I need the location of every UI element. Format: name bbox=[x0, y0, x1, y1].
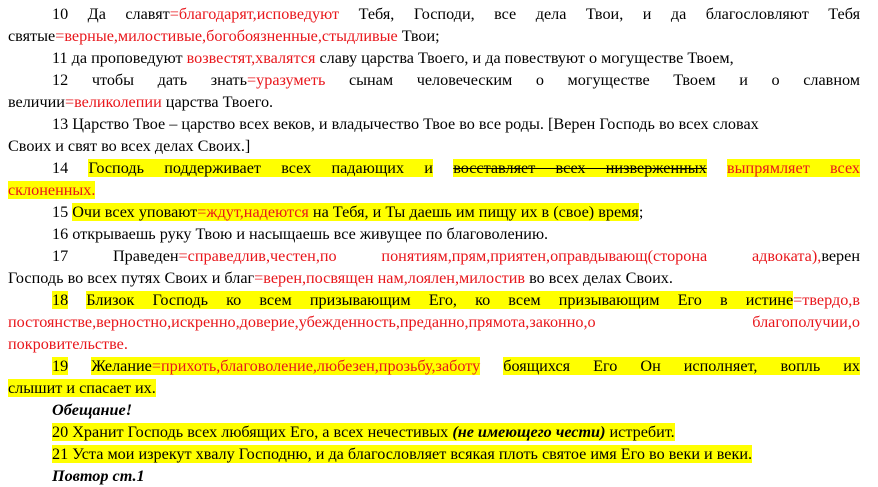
verse-text: Господь во всех путях Своих и благ bbox=[8, 269, 255, 287]
verse-number: 16 bbox=[52, 225, 69, 243]
strikethrough-text: восставляет всех низверженных bbox=[453, 159, 707, 177]
red-annotation: =благодарят,исповедуют bbox=[169, 5, 340, 23]
highlighted-text: боящихся Его Он исполняет, вопль их bbox=[503, 357, 860, 375]
verse-text: Праведен bbox=[112, 247, 179, 265]
verse-text: истребит. bbox=[609, 423, 675, 441]
verse-18-line-2 bbox=[8, 311, 860, 333]
verse-text: чтобы дать знать bbox=[91, 71, 247, 89]
verse-17-line-2 bbox=[8, 267, 860, 289]
verse-text: царства Твоего. bbox=[165, 93, 274, 111]
promise-heading bbox=[52, 399, 860, 421]
verse-text: ; bbox=[638, 203, 644, 221]
red-annotation: =верен,посвящен нам,лоялен,милостив bbox=[254, 269, 526, 287]
verse-number: 19 bbox=[52, 357, 69, 375]
verse-text: величии bbox=[8, 93, 65, 111]
red-annotation: =верные,милостивые,богобоязненные,стыдливые bbox=[55, 27, 398, 45]
repeat-note bbox=[52, 465, 860, 487]
verse-16-line-1 bbox=[52, 223, 860, 245]
repeat-label: Повтор ст.1 bbox=[52, 467, 145, 485]
verse-14-line-1 bbox=[52, 157, 860, 179]
verse-text: да проповедуют bbox=[71, 49, 183, 67]
red-annotation: склоненных. bbox=[8, 181, 96, 199]
verse-number: 20 bbox=[52, 423, 69, 441]
highlighted-text: Господь поддерживает всех падающих и bbox=[88, 159, 433, 177]
verse-18-line-1 bbox=[52, 289, 860, 311]
verse-number: 11 bbox=[52, 49, 68, 67]
highlighted-text bbox=[91, 357, 480, 375]
verse-10-line-1 bbox=[52, 3, 860, 25]
verse-text: Уста мои изрекут хвалу Господню, и да благословляет всякая плоть святое имя Его во веки и веки. bbox=[72, 445, 753, 463]
red-annotation: =прихоть,благоволение,любезен,прозьбу,заботу bbox=[151, 357, 481, 375]
highlighted-text: слышит и спасает их. bbox=[8, 379, 156, 397]
verse-number: 18 bbox=[52, 291, 69, 309]
verse-10-line-2 bbox=[8, 25, 860, 47]
bold-italic-note: (не имеющего чести) bbox=[452, 423, 606, 441]
verse-text: Царство Твое – царство всех веков, и владычество Твое во все роды. [Верен Господь во всех словах bbox=[72, 115, 759, 133]
verse-20-line-1 bbox=[52, 421, 860, 443]
verse-text: верен bbox=[821, 247, 860, 265]
red-annotation: =уразуметь bbox=[247, 71, 326, 89]
verse-text: святые bbox=[8, 27, 56, 45]
red-annotation: =справедлив,честен,по понятиям,прям,приятен,оправдывающ(сторона адвоката), bbox=[178, 247, 822, 265]
verse-number: 21 bbox=[52, 445, 69, 463]
red-annotation: постоянстве,верностно,искренно,доверие,убежденность,преданно,прямота,законно,о благополучии,о bbox=[8, 313, 860, 331]
verse-number: 12 bbox=[52, 71, 69, 89]
highlighted-text bbox=[72, 203, 639, 221]
red-annotation: =великолепии bbox=[64, 93, 162, 111]
verse-15-line-1 bbox=[52, 201, 860, 223]
promise-label: Обещание! bbox=[52, 401, 133, 419]
verse-13-line-1 bbox=[52, 113, 860, 135]
verse-17-line-1 bbox=[52, 245, 860, 267]
verse-text: Твои; bbox=[401, 27, 440, 45]
verse-text: Желание bbox=[91, 357, 152, 375]
verse-number: 17 bbox=[52, 247, 69, 265]
verse-12-line-1 bbox=[52, 69, 860, 91]
highlighted-text bbox=[52, 445, 752, 463]
red-annotation: покровительстве. bbox=[8, 335, 128, 353]
verse-number: 14 bbox=[52, 159, 69, 177]
verse-text: сынам человеческим о могуществе Твоем и о славном bbox=[348, 71, 861, 89]
verse-13-line-2 bbox=[8, 135, 860, 157]
red-annotation: выпрямляет всех bbox=[727, 159, 861, 177]
red-annotation: =ждут,надеются bbox=[197, 203, 309, 221]
verse-text: Тебя, Господи, все дела Твои, и да благословляют Тебя bbox=[358, 5, 861, 23]
verse-number: 10 bbox=[52, 5, 69, 23]
verse-11-line-1 bbox=[52, 47, 860, 69]
highlighted-text: Близок Господь ко всем призывающим Его, ко всем призывающим Его в истине bbox=[86, 291, 794, 309]
red-annotation: =твердо,в bbox=[793, 291, 860, 309]
verse-19-line-1 bbox=[52, 355, 860, 377]
verse-text: славу царства Твоего, и да повествуют о могуществе Твоем, bbox=[319, 49, 734, 67]
verse-text: Хранит Господь всех любящих Его, а всех нечестивых bbox=[72, 423, 449, 441]
verse-text: Своих и свят во всех делах Своих.] bbox=[8, 137, 251, 155]
highlighted-text bbox=[52, 423, 675, 441]
verse-14-line-2 bbox=[8, 179, 860, 201]
red-annotation: возвестят,хвалятся bbox=[186, 49, 316, 67]
verse-21-line-1 bbox=[52, 443, 860, 465]
verse-number: 13 bbox=[52, 115, 69, 133]
verse-12-line-2 bbox=[8, 91, 860, 113]
verse-18-line-3 bbox=[8, 333, 860, 355]
verse-text: открываешь руку Твою и насыщаешь все живущее по благоволению. bbox=[72, 225, 549, 243]
verse-number: 15 bbox=[52, 203, 69, 221]
verse-19-line-2 bbox=[8, 377, 860, 399]
verse-text: на Тебя, и Ты даешь им пищу их в (свое) время bbox=[312, 203, 639, 221]
verse-text: Да славят bbox=[87, 5, 170, 23]
verse-text: во всех делах Своих. bbox=[529, 269, 673, 287]
verse-text: Очи всех уповают bbox=[72, 203, 198, 221]
